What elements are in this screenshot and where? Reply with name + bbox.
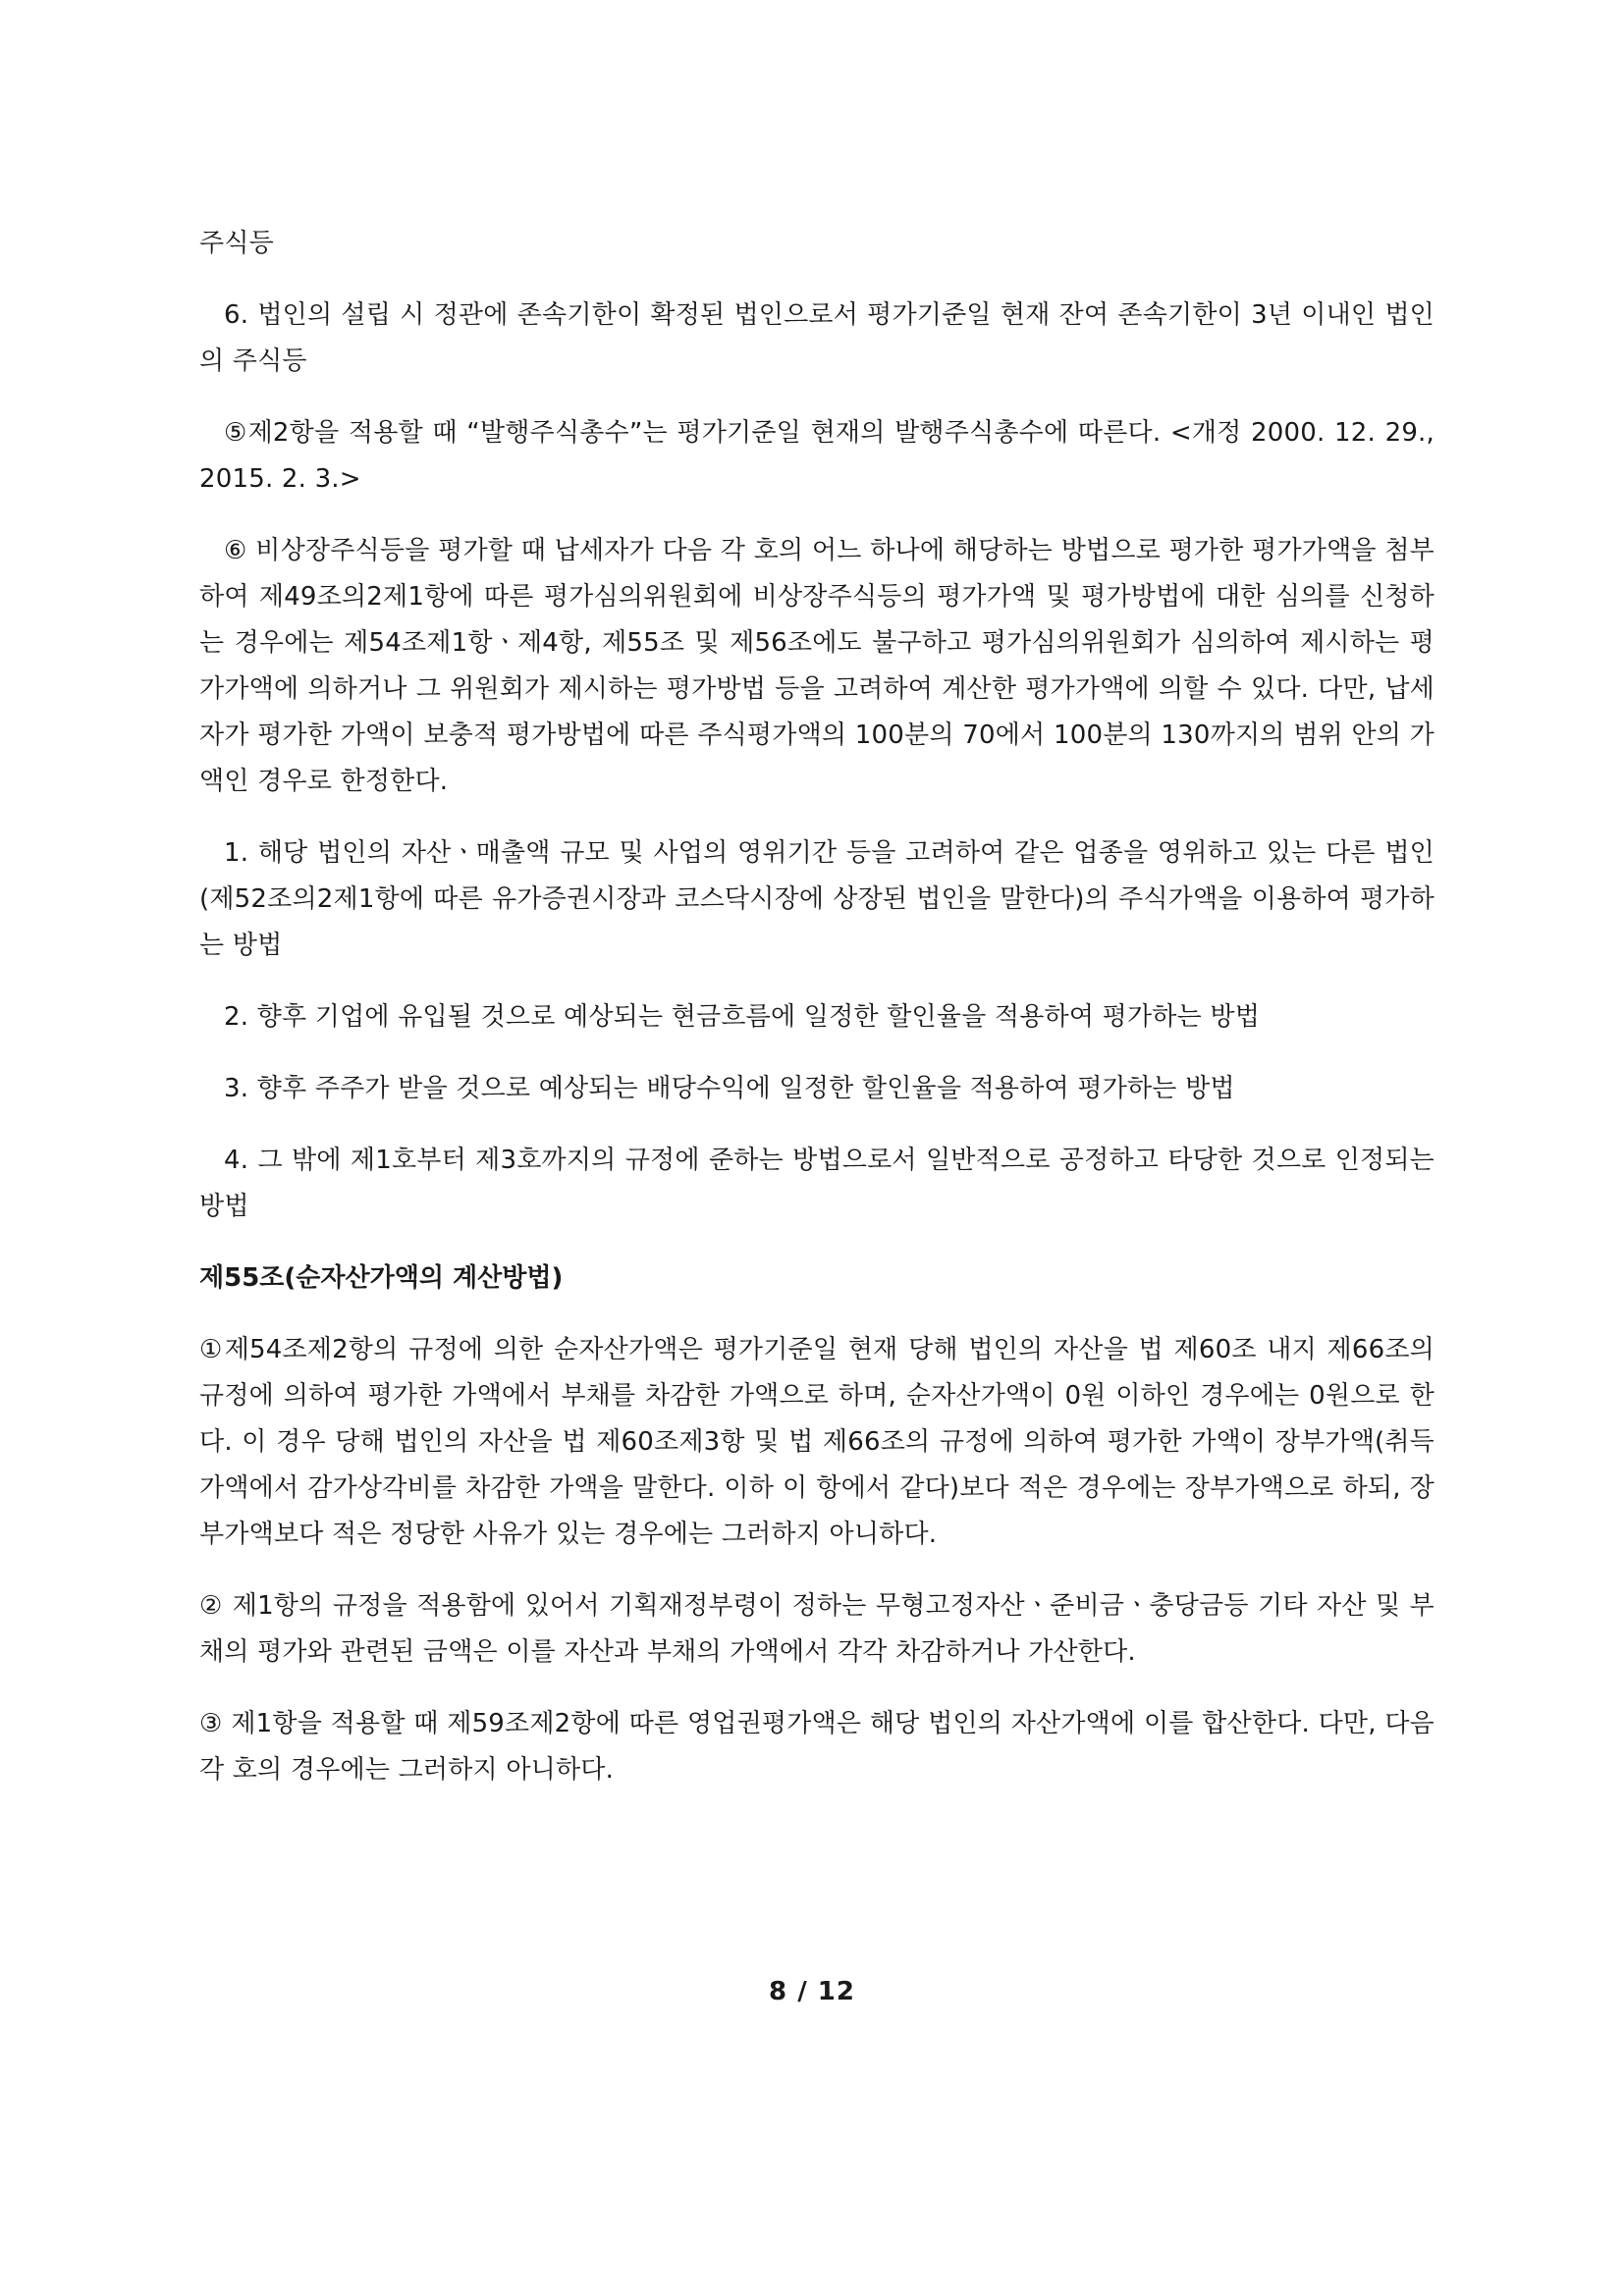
document-body [199, 221, 1435, 1793]
item-2: 2. 향후 기업에 유입될 것으로 예상되는 현금흐름에 일정한 할인율을 적용하여 평가하는 방법 [224, 1002, 1261, 1032]
item-6: 6. 법인의 설립 시 정관에 존속기한이 확정된 법인으로서 평가기준일 현재 잔여 존속기한이 3년 이내인 법인의 주식등 [199, 300, 1435, 376]
article-55-paragraph-2: ② 제1항의 규정을 적용함에 있어서 기획재정부령이 정하는 무형고정자산ㆍ준비금ㆍ충당금등 기타 자산 및 부채의 평가와 관련된 금액은 이를 자산과 부채의 가액에서 각각 차감하거나 가산한다. [199, 1591, 1435, 1667]
item-1: 1. 해당 법인의 자산ㆍ매출액 규모 및 사업의 영위기간 등을 고려하여 같은 업종을 영위하고 있는 다른 법인(제52조의2제1항에 따른 유가증권시장과 코스닥시장에 상장된 법인을 말한다)의 주식가액을 이용하여 평가하는 방법 [199, 838, 1435, 960]
page-number [0, 1977, 1624, 2006]
item-4: 4. 그 밖에 제1호부터 제3호까지의 규정에 준하는 방법으로서 일반적으로 공정하고 타당한 것으로 인정되는 방법 [199, 1146, 1435, 1221]
page-separator: / [797, 1977, 808, 2006]
paragraph-6: ⑥ 비상장주식등을 평가할 때 납세자가 다음 각 호의 어느 하나에 해당하는 방법으로 평가한 평가가액을 첨부하여 제49조의2제1항에 따른 평가심의위원회에 비상장주식등의 평가가액 및 평가방법에 대한 심의를 신청하는 경우에는 제54조제1항ㆍ제4항, 제55조 및 제56조에도 불구하고 평가심의위원회가 심의하여 제시하는 평가가액에 의하거나 그 위원회가 제시하는 평가방법 등을 고려하여 계산한 평가가액에 의할 수 있다. 다만, 납세자가 평가한 가액이 보충적 평가방법에 따른 주식평가액의 100분의 70에서 100분의 130까지의 범위 안의 가액인 경우로 한정한다. [199, 536, 1435, 796]
paragraph-continuation: 주식등 [199, 229, 274, 258]
article-55-paragraph-1: ①제54조제2항의 규정에 의한 순자산가액은 평가기준일 현재 당해 법인의 자산을 법 제60조 내지 제66조의 규정에 의하여 평가한 가액에서 부채를 차감한 가액으로 하며, 순자산가액이 0원 이하인 경우에는 0원으로 한다. 이 경우 당해 법인의 자산을 법 제60조제3항 및 법 제66조의 규정에 의하여 평가한 가액이 장부가액(취득가액에서 감가상각비를 차감한 가액을 말한다. 이하 이 항에서 같다)보다 적은 경우에는 장부가액으로 하되, 장부가액보다 적은 정당한 사유가 있는 경우에는 그러하지 아니하다. [199, 1335, 1435, 1549]
article-55-heading: 제55조(순자산가액의 계산방법) [199, 1263, 564, 1293]
page-total: 12 [817, 1977, 855, 2006]
paragraph-5: ⑤제2항을 적용할 때 “발행주식총수”는 평가기준일 현재의 발행주식총수에 따른다. <개정 2000. 12. 29., 2015. 2. 3.> [199, 418, 1435, 494]
page-current: 8 [769, 1977, 788, 2006]
item-3: 3. 향후 주주가 받을 것으로 예상되는 배당수익에 일정한 할인율을 적용하여 평가하는 방법 [224, 1074, 1235, 1103]
article-55-paragraph-3: ③ 제1항을 적용할 때 제59조제2항에 따른 영업권평가액은 해당 법인의 자산가액에 이를 합산한다. 다만, 다음 각 호의 경우에는 그러하지 아니하다. [199, 1709, 1435, 1785]
